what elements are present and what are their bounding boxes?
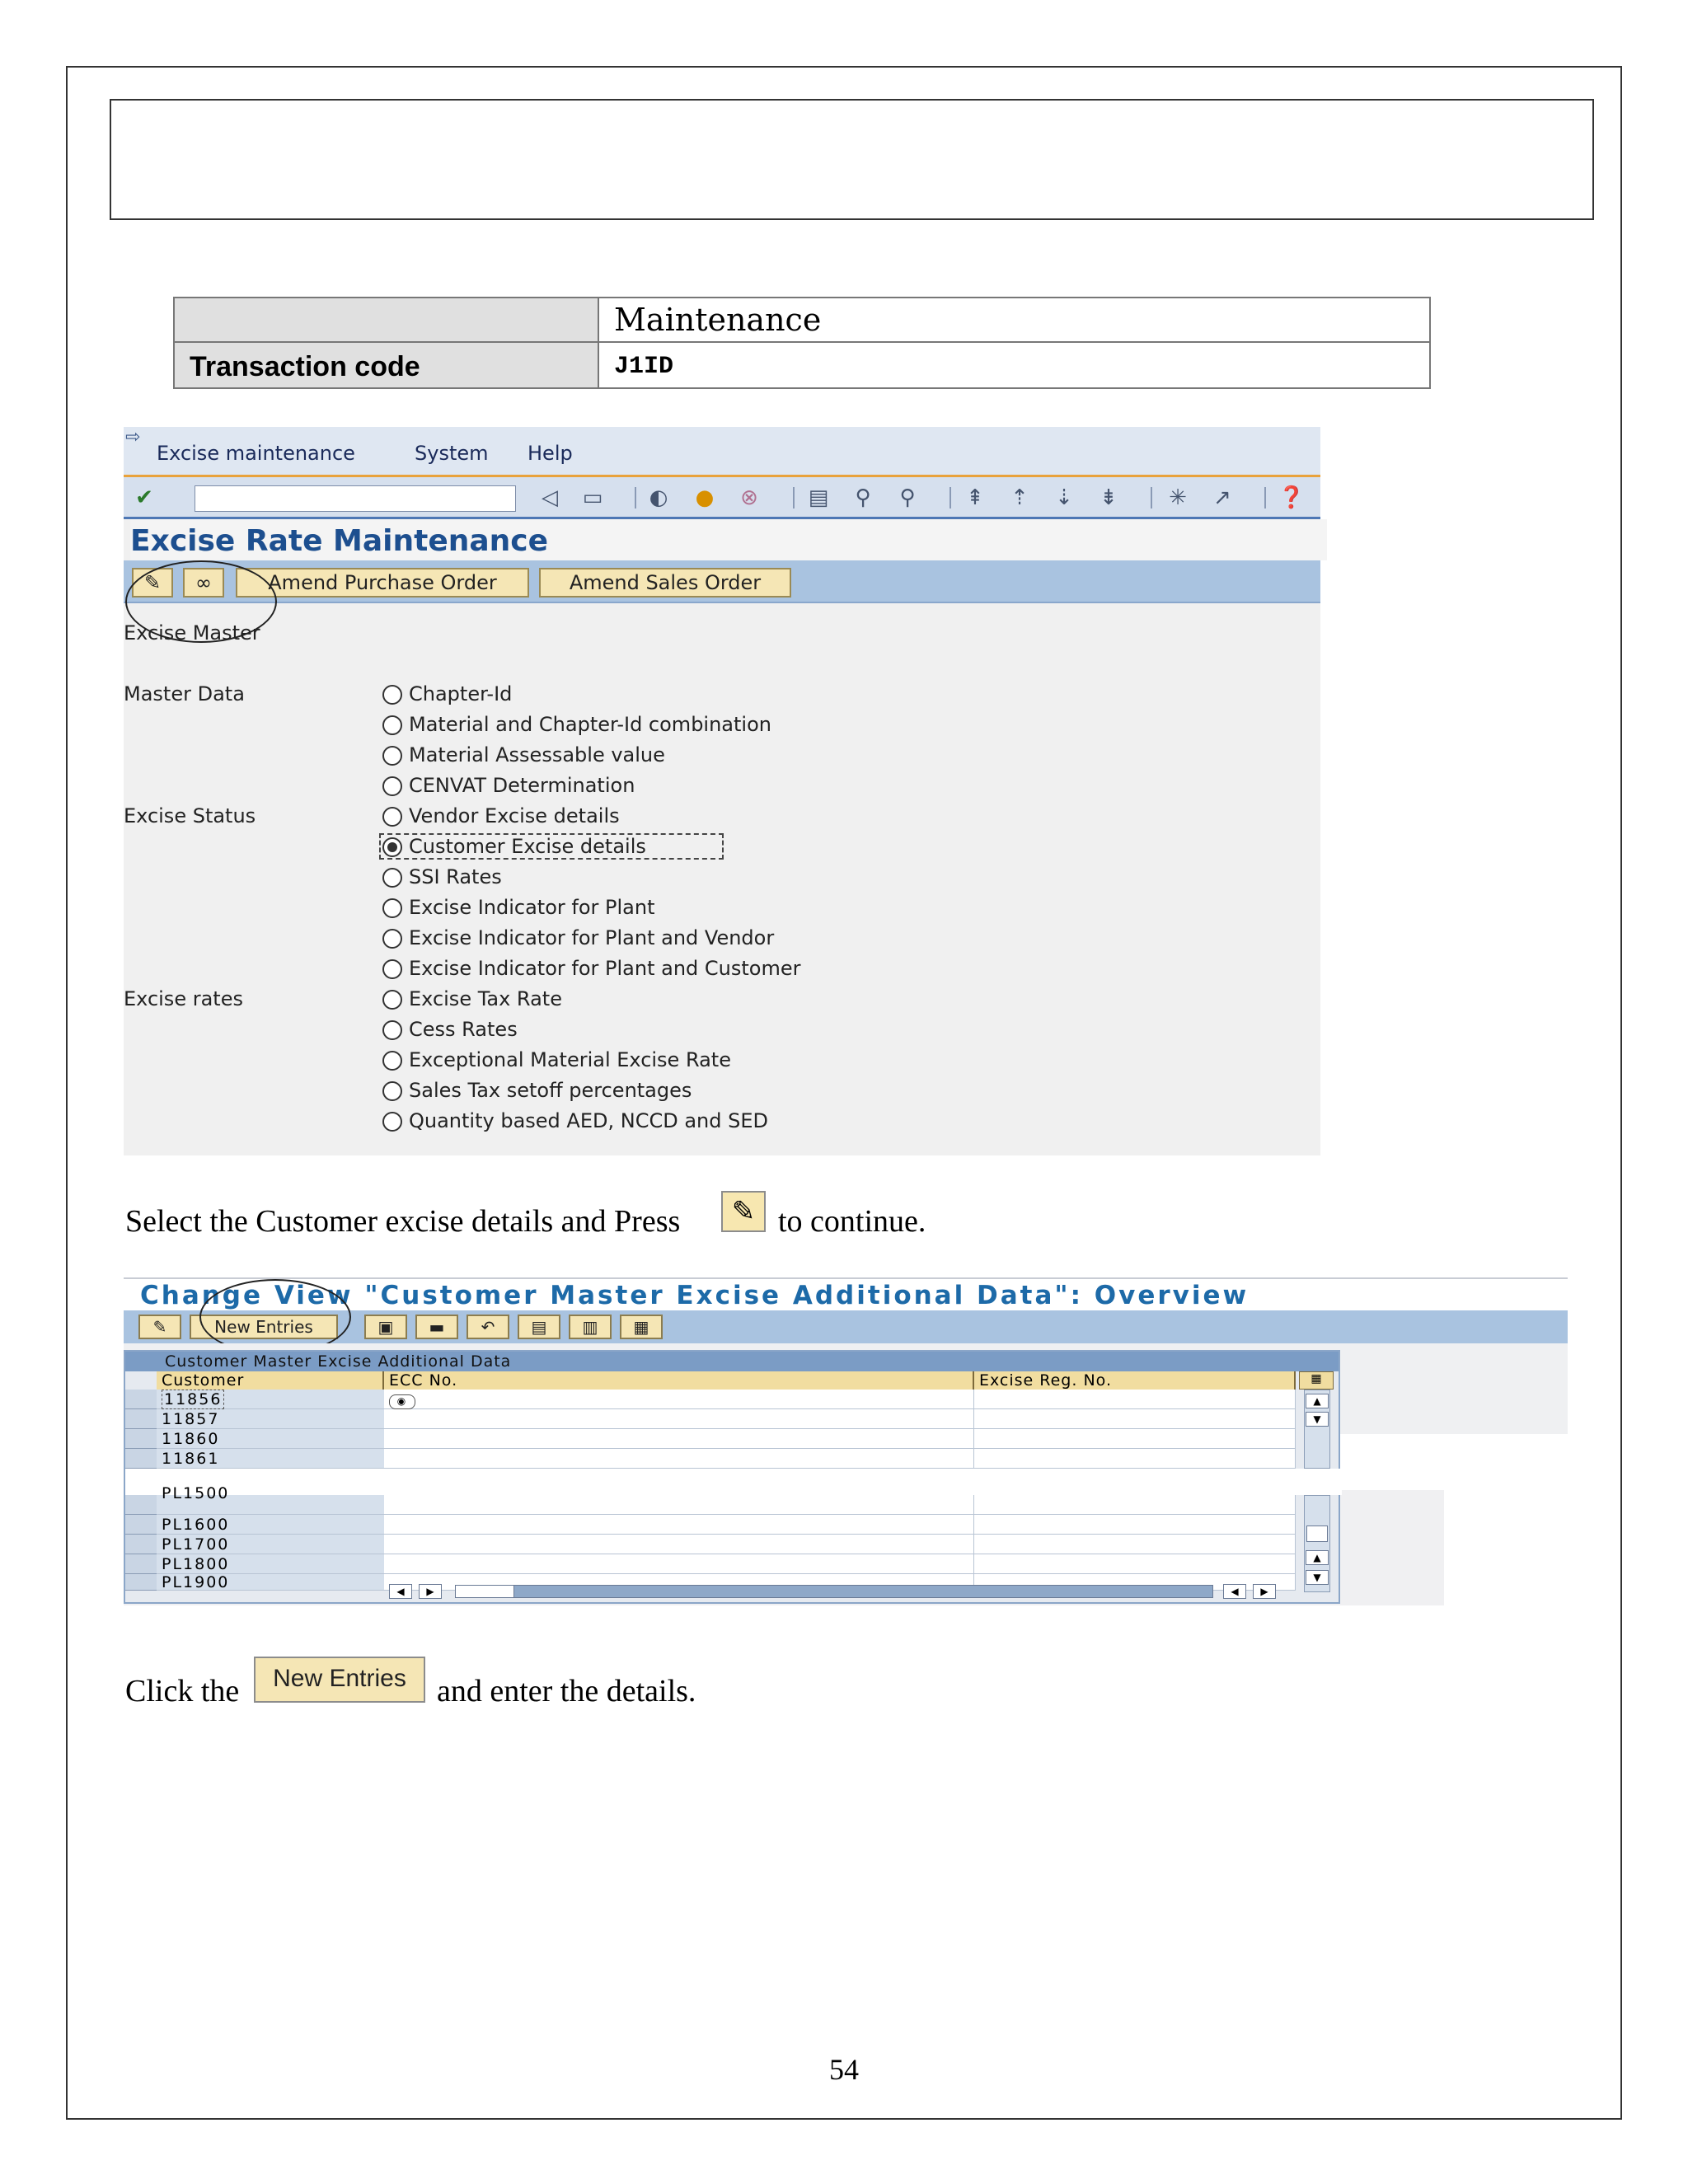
radio-button-selected[interactable] — [382, 837, 402, 857]
row-selector[interactable] — [125, 1574, 157, 1591]
screen-title: Excise Rate Maintenance — [130, 519, 1327, 560]
column-header-customer[interactable]: Customer — [157, 1371, 384, 1390]
radio-label: Excise Indicator for Plant and Vendor — [409, 926, 775, 949]
radio-label: Chapter-Id — [409, 682, 513, 705]
radio-button[interactable] — [382, 776, 402, 796]
radio-button[interactable] — [382, 1081, 402, 1101]
row-selector[interactable] — [125, 1535, 157, 1554]
radio-button[interactable] — [382, 1020, 402, 1040]
row-selector[interactable] — [125, 1409, 157, 1429]
table-cell-empty — [175, 298, 599, 343]
scroll-left-icon[interactable]: ◀ — [389, 1584, 412, 1599]
scroll-down-icon[interactable]: ▼ — [1306, 1570, 1329, 1585]
radio-label: Exceptional Material Excise Rate — [409, 1048, 731, 1071]
menu-bar — [124, 427, 1320, 475]
table-cell-ecc[interactable] — [384, 1449, 974, 1469]
enter-check-icon[interactable]: ✔ — [135, 485, 153, 510]
transaction-code-label: Transaction code — [175, 343, 599, 387]
table-row-customer[interactable]: PL1600 — [157, 1515, 384, 1535]
divider — [124, 1277, 1568, 1279]
excise-status-label: Excise Status — [124, 804, 256, 827]
toolbar-separator — [1151, 487, 1152, 509]
table-settings-icon[interactable]: ▦ — [1299, 1371, 1334, 1390]
table-title: Customer Master Excise Additional Data — [125, 1352, 1339, 1371]
table-row-customer[interactable]: PL1800 — [157, 1554, 384, 1574]
radio-label: Excise Indicator for Plant and Customer — [409, 957, 801, 980]
menu-arrow-icon[interactable]: ⇨ — [125, 427, 141, 448]
amend-purchase-order-button[interactable]: Amend Purchase Order — [236, 568, 529, 598]
copy-icon[interactable]: ▣ — [364, 1315, 407, 1339]
header-box — [110, 99, 1594, 220]
horizontal-scroll-thumb[interactable] — [456, 1586, 514, 1597]
screenshot-gap — [125, 1469, 1342, 1495]
excise-master-label: Excise Master — [124, 621, 260, 644]
radio-button[interactable] — [382, 1051, 402, 1071]
table-cell-excise-reg[interactable] — [974, 1535, 1296, 1554]
radio-button[interactable] — [382, 898, 402, 918]
toolbar-separator — [635, 487, 636, 509]
table-cell-excise-reg[interactable] — [974, 1495, 1296, 1515]
column-header-excise-reg-no[interactable]: Excise Reg. No. — [974, 1371, 1296, 1390]
toolbar-separator — [950, 487, 951, 509]
inline-new-entries-button-image: New Entries — [254, 1657, 425, 1703]
table-cell-excise-reg[interactable] — [974, 1449, 1296, 1469]
delete-icon[interactable]: ▬ — [415, 1315, 458, 1339]
back-arrow-icon[interactable]: ◁ — [542, 485, 558, 510]
scroll-right-icon[interactable]: ▶ — [1253, 1584, 1276, 1599]
row-selector[interactable] — [125, 1390, 157, 1409]
customer-value: PL1500 — [162, 1484, 230, 1502]
horizontal-scroll-track[interactable] — [455, 1585, 1213, 1598]
toolbar-separator — [793, 487, 795, 509]
page-number: 54 — [829, 2053, 859, 2086]
input-help-icon[interactable]: ◉ — [389, 1394, 415, 1409]
help-icon[interactable]: ❓ — [1278, 485, 1306, 510]
table-cell-ecc[interactable] — [384, 1409, 974, 1429]
row-selector[interactable] — [125, 1429, 157, 1449]
instruction-text-1 — [125, 1203, 680, 1240]
radio-label: Customer Excise details — [409, 835, 646, 858]
radio-button[interactable] — [382, 990, 402, 1010]
find-next-icon[interactable]: ⚲ — [899, 485, 916, 510]
radio-button[interactable] — [382, 715, 402, 735]
table-row-customer[interactable]: PL1700 — [157, 1535, 384, 1554]
transaction-code-value: J1ID — [614, 353, 674, 381]
table-cell-excise-reg[interactable] — [974, 1554, 1296, 1574]
table-row-customer[interactable]: PL1900 — [157, 1574, 384, 1591]
radio-label: Excise Indicator for Plant — [409, 896, 655, 919]
horizontal-scrollbar[interactable] — [389, 1582, 1381, 1601]
radio-label: Sales Tax setoff percentages — [409, 1079, 692, 1102]
radio-button[interactable] — [382, 685, 402, 705]
undo-icon[interactable]: ↶ — [467, 1315, 509, 1339]
radio-label: SSI Rates — [409, 865, 502, 888]
new-entries-button[interactable]: New Entries — [190, 1315, 338, 1339]
table-cell-ecc[interactable] — [384, 1390, 974, 1409]
table-row-customer[interactable]: 11857 — [157, 1409, 384, 1429]
radio-label: Material and Chapter-Id combination — [409, 713, 771, 736]
next-page-icon[interactable]: ⇣ — [1055, 485, 1073, 510]
radio-button[interactable] — [382, 929, 402, 949]
table-cell-ecc[interactable] — [384, 1429, 974, 1449]
instruction-text-1-after: to continue. — [778, 1204, 926, 1239]
inline-change-button-image — [721, 1191, 766, 1232]
display-change-button[interactable] — [138, 1315, 181, 1339]
select-all-icon[interactable]: ▤ — [518, 1315, 560, 1339]
first-page-icon[interactable]: ⇞ — [966, 485, 984, 510]
table-cell-excise-reg[interactable] — [974, 1390, 1296, 1409]
radio-button[interactable] — [382, 746, 402, 766]
radio-label: Excise Tax Rate — [409, 987, 562, 1010]
table-cell-ecc[interactable] — [384, 1554, 974, 1574]
table-cell-ecc[interactable] — [384, 1535, 974, 1554]
instruction-text-before: Select the Customer excise details and Press — [125, 1204, 681, 1239]
table-row-customer[interactable] — [157, 1390, 384, 1409]
row-selector[interactable] — [125, 1495, 157, 1515]
amend-sales-order-button[interactable]: Amend Sales Order — [539, 568, 791, 598]
customer-value: 11856 — [162, 1390, 224, 1409]
vertical-scrollbar-lower[interactable] — [1304, 1495, 1330, 1592]
find-icon[interactable]: ⚲ — [855, 485, 871, 510]
select-block-icon[interactable]: ▥ — [569, 1315, 612, 1339]
vertical-scrollbar[interactable] — [1304, 1390, 1330, 1469]
pencil-icon: ✎ — [143, 571, 162, 594]
radio-button[interactable] — [382, 807, 402, 827]
radio-label: Material Assessable value — [409, 743, 665, 766]
row-selector[interactable] — [125, 1554, 157, 1574]
glasses-icon: ∞ — [195, 571, 212, 594]
radio-button[interactable] — [382, 868, 402, 888]
radio-label: Cess Rates — [409, 1018, 518, 1041]
scroll-left-icon[interactable]: ◀ — [1223, 1584, 1246, 1599]
scroll-up-icon[interactable]: ▲ — [1306, 1550, 1329, 1565]
radio-button[interactable] — [382, 959, 402, 979]
radio-button[interactable] — [382, 1112, 402, 1132]
print-icon[interactable]: ▤ — [808, 485, 829, 510]
last-page-icon[interactable]: ⇟ — [1100, 485, 1118, 510]
instruction-text-2-after: and enter the details. — [437, 1674, 696, 1708]
table-row-customer[interactable] — [157, 1484, 384, 1515]
command-field[interactable] — [195, 485, 516, 512]
toolbar-separator — [1264, 487, 1266, 509]
shortcut-icon[interactable]: ↗ — [1213, 485, 1231, 510]
transaction-table — [173, 297, 1431, 389]
radio-label: Quantity based AED, NCCD and SED — [409, 1109, 768, 1132]
menu-excise-maintenance[interactable]: Excise maintenance — [157, 442, 355, 465]
sap-change-view-screen — [124, 1277, 1568, 1607]
table-cell-excise-reg[interactable] — [974, 1409, 1296, 1429]
back-icon[interactable]: ◐ — [649, 485, 668, 510]
menu-system[interactable]: System — [415, 442, 489, 465]
row-selector[interactable] — [125, 1449, 157, 1469]
application-toolbar — [124, 560, 1320, 603]
table-cell-ecc[interactable] — [384, 1515, 974, 1535]
table-cell-ecc[interactable] — [384, 1495, 974, 1515]
glasses-pencil-icon: ✎ — [152, 1317, 167, 1337]
row-selector[interactable] — [125, 1515, 157, 1535]
deselect-all-icon[interactable]: ▦ — [620, 1315, 663, 1339]
excise-rates-label: Excise rates — [124, 987, 243, 1010]
instruction-text-2: Click the — [125, 1674, 240, 1708]
radio-label: CENVAT Determination — [409, 774, 635, 797]
scroll-down-icon[interactable]: ▼ — [1306, 1412, 1329, 1427]
scroll-thumb[interactable] — [1306, 1526, 1328, 1542]
pencil-icon: ✎ — [731, 1195, 756, 1228]
radio-label: Vendor Excise details — [409, 804, 620, 827]
scroll-right-icon[interactable]: ▶ — [419, 1584, 442, 1599]
menu-help[interactable]: Help — [528, 442, 573, 465]
table-cell-excise-reg[interactable] — [974, 1515, 1296, 1535]
sap-excise-rate-maintenance-screen — [124, 427, 1320, 1155]
cancel-icon[interactable]: ⊗ — [740, 485, 758, 510]
exit-icon[interactable]: ● — [695, 485, 715, 510]
new-session-icon[interactable]: ✳ — [1169, 485, 1187, 510]
save-icon[interactable]: ▭ — [582, 485, 603, 510]
standard-toolbar — [124, 475, 1320, 519]
customer-excise-table — [124, 1350, 1340, 1604]
table-cell-excise-reg[interactable] — [974, 1429, 1296, 1449]
table-row-customer[interactable]: 11860 — [157, 1429, 384, 1449]
change-view-title: Change View "Customer Master Excise Additional Data": Overview — [140, 1281, 1250, 1310]
scroll-up-icon[interactable]: ▲ — [1306, 1394, 1329, 1408]
previous-page-icon[interactable]: ⇡ — [1010, 485, 1029, 510]
table-row-customer[interactable]: 11861 — [157, 1449, 384, 1469]
table-cell-maintenance: Maintenance — [599, 298, 1429, 343]
master-data-label: Master Data — [124, 682, 245, 705]
column-header-ecc-no[interactable]: ECC No. — [384, 1371, 974, 1390]
